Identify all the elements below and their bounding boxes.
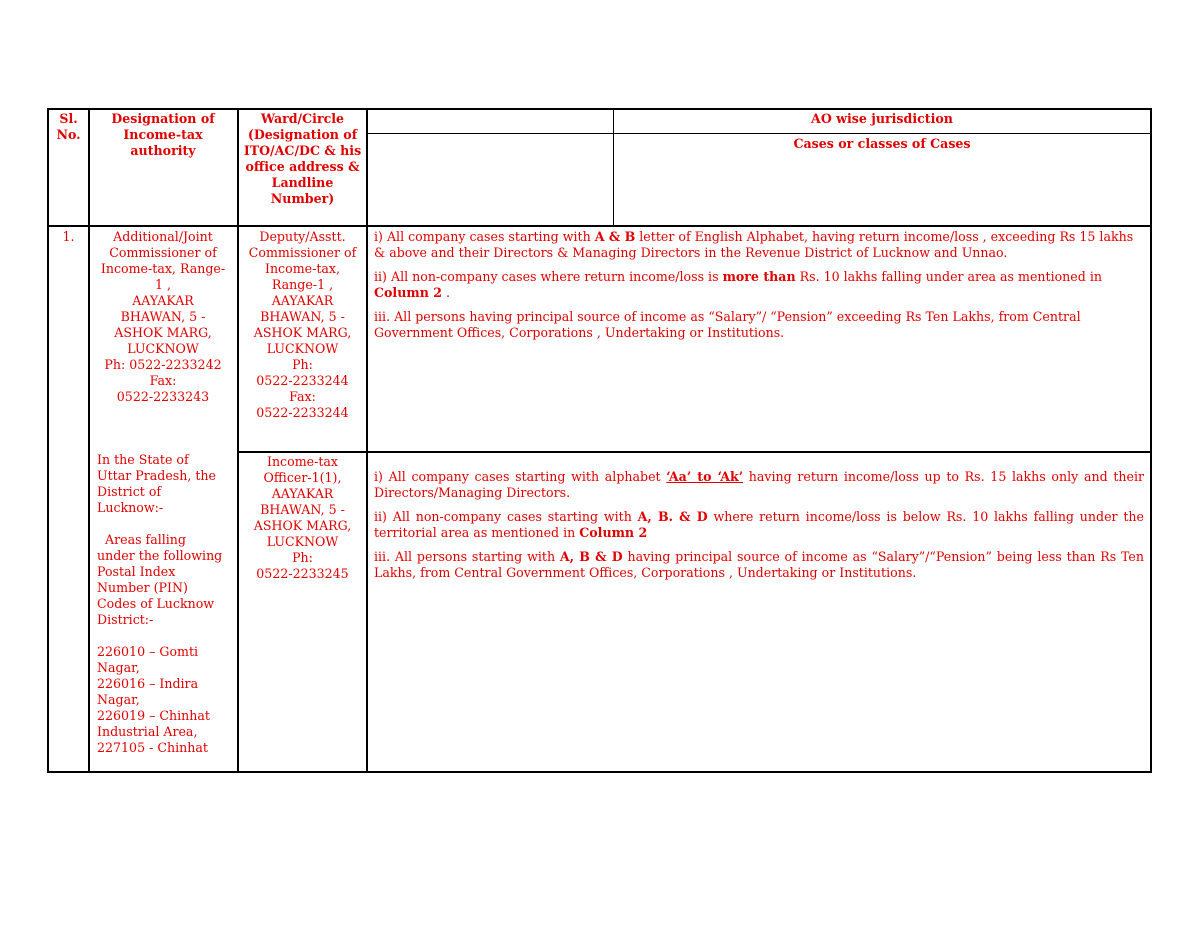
area-line: Industrial Area, — [97, 724, 198, 739]
authority-line: Ph: 0522-2233242 — [104, 357, 222, 372]
case-b-item-3: iii. All persons starting with A, B & D having principal source of income as “Salary”/“Pension” being less than Rs Ten Lakhs, from Central Government Offices, Corporations , Undertaking or Institutions. — [374, 549, 1144, 580]
area-line: 226019 – Chinhat — [97, 708, 210, 723]
col-border-3 — [366, 108, 368, 773]
header-cases: Cases or classes of Cases — [793, 136, 971, 151]
area-line: Areas falling — [97, 532, 186, 547]
case-b-item-1: i) All company cases starting with alphabet ‘Aa’ to ‘Ak’ having return income/loss up to Rs. 15 lakhs only and their Directors/Managing Directors. — [374, 469, 1144, 500]
col-border-header-split — [613, 108, 614, 226]
area-line — [97, 628, 235, 644]
header-bottom-border — [47, 225, 1152, 227]
col-border-4 — [1150, 108, 1152, 773]
area-line: Nagar, — [97, 692, 140, 707]
area-line: 226010 – Gomti — [97, 644, 199, 659]
header-ao-jurisdiction: AO wise jurisdiction — [811, 111, 953, 126]
area-line — [97, 516, 235, 532]
header-mid-border — [367, 133, 1152, 134]
area-line: Lucknow:- — [97, 500, 164, 515]
authority-line: 1 , — [154, 277, 172, 292]
authority-line: ASHOK MARG, — [114, 325, 212, 340]
ward-a-line: Deputy/Asstt. — [259, 229, 346, 244]
ward-a-line: 0522-2233244 — [256, 373, 349, 388]
col-border-2 — [237, 108, 239, 773]
area-line: Number (PIN) — [97, 580, 188, 595]
ward-b-line: BHAWAN, 5 - — [260, 502, 345, 517]
area-line: Uttar Pradesh, the — [97, 468, 216, 483]
cases-block-a — [374, 229, 1144, 349]
ward-a-line: Income-tax, — [264, 261, 341, 276]
ward-b-line: 0522-2233245 — [256, 566, 349, 581]
ward-a-line: 0522-2233244 — [256, 405, 349, 420]
row-split-border — [237, 451, 1152, 453]
area-line: District:- — [97, 612, 154, 627]
ward-b-line: ASHOK MARG, — [253, 518, 352, 533]
area-line: Codes of Lucknow — [97, 596, 215, 611]
col-border-0 — [47, 108, 49, 773]
ward-a-line: Range-1 , — [271, 277, 334, 292]
ward-a-line: Ph: — [292, 357, 313, 372]
ward-a-line: Fax: — [289, 389, 316, 404]
area-line: Nagar, — [97, 660, 140, 675]
ward-office-b — [240, 454, 365, 582]
authority-line: AAYAKAR — [132, 293, 194, 308]
authority-area — [97, 452, 235, 756]
col-border-1 — [88, 108, 90, 773]
case-a-item-2: ii) All non-company cases where return income/loss is more than Rs. 10 lakhs falling under area as mentioned in Column 2 . — [374, 269, 1102, 300]
ward-office-a — [240, 229, 365, 421]
ward-b-line: Officer-1(1), — [263, 470, 342, 485]
authority-line: Commissioner of — [109, 245, 217, 260]
header-ward-circle: Ward/Circle (Designation of ITO/AC/DC & his office address & Landline Number) — [243, 111, 362, 206]
ward-a-line: LUCKNOW — [266, 341, 339, 356]
ward-a-line: Commissioner of — [248, 245, 357, 260]
table-top-border — [47, 108, 1152, 110]
area-line: under the following — [97, 548, 223, 563]
area-line: In the State of — [97, 452, 189, 467]
case-a-item-3: iii. All persons having principal source of income as “Salary”/ “Pension” exceeding Rs Ten Lakhs, from Central Government Offices, Corporations , Undertaking or Institutions. — [374, 309, 1081, 340]
case-a-item-1: i) All company cases starting with A & B letter of English Alphabet, having return income/loss , exceeding Rs 15 lakhs & above and their Directors & Managing Directors in the Revenue District of Lucknow and Unnao. — [374, 229, 1134, 260]
ward-b-line: AAYAKAR — [271, 486, 334, 501]
area-line: Postal Index — [97, 564, 176, 579]
authority-line: LUCKNOW — [127, 341, 199, 356]
authority-line: Fax: — [149, 373, 177, 388]
area-line: 227105 - Chinhat — [97, 740, 208, 755]
case-b-item-2: ii) All non-company cases starting with A, B. & D where return income/loss is below Rs. 10 lakhs falling under the territorial area as mentioned in Column 2 — [374, 509, 1144, 540]
ward-b-line: LUCKNOW — [266, 534, 339, 549]
ward-b-line: Ph: — [292, 550, 313, 565]
ward-a-line: AAYAKAR — [271, 293, 334, 308]
header-sl-no: Sl. No. — [56, 111, 81, 142]
area-line: District of — [97, 484, 162, 499]
cases-block-b — [374, 469, 1144, 589]
ward-a-line: ASHOK MARG, — [253, 325, 352, 340]
area-line: 226016 – Indira — [97, 676, 199, 691]
authority-line: 0522-2233243 — [116, 389, 210, 404]
ward-b-line: Income-tax — [266, 454, 339, 469]
authority-address — [91, 229, 235, 405]
header-designation: Designation of Income-tax authority — [111, 111, 215, 158]
row-sl-no: 1. — [62, 229, 75, 244]
authority-line: Additional/Joint — [113, 229, 213, 244]
ward-a-line: BHAWAN, 5 - — [260, 309, 345, 324]
table-bottom-border — [47, 771, 1152, 773]
authority-line: Income-tax, Range- — [100, 261, 226, 276]
authority-line: BHAWAN, 5 - — [120, 309, 206, 324]
